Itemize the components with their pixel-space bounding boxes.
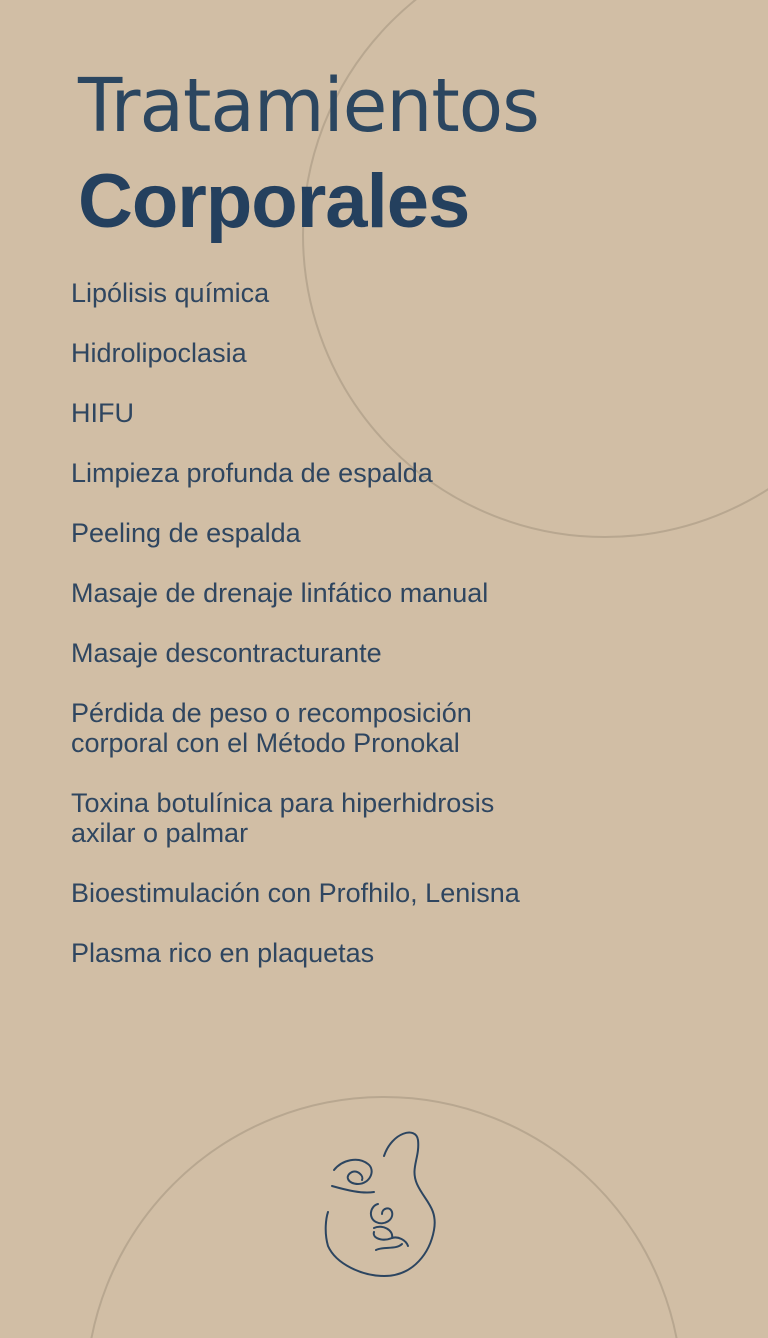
- title-light-line: Tratamientos: [78, 63, 539, 149]
- treatment-list: [71, 278, 631, 998]
- treatment-item: Pérdida de peso o recomposición corporal con el Método Pronokal: [71, 698, 472, 758]
- treatment-item: HIFU: [71, 398, 134, 428]
- title-bold-line: Corporales: [78, 159, 470, 244]
- treatment-item: Plasma rico en plaquetas: [71, 938, 375, 968]
- treatment-item: Toxina botulínica para hiperhidrosis axilar o palmar: [71, 788, 495, 848]
- treatment-item: Hidrolipoclasia: [71, 338, 247, 368]
- treatment-item: Lipólisis química: [71, 278, 270, 308]
- treatment-item: Bioestimulación con Profhilo, Lenisna: [71, 878, 520, 908]
- treatment-item: Masaje descontracturante: [71, 638, 382, 668]
- face-logo-icon: [322, 1126, 442, 1286]
- treatment-item: Peeling de espalda: [71, 518, 301, 548]
- treatment-item: Limpieza profunda de espalda: [71, 458, 433, 488]
- treatment-item: Masaje de drenaje linfático manual: [71, 578, 489, 608]
